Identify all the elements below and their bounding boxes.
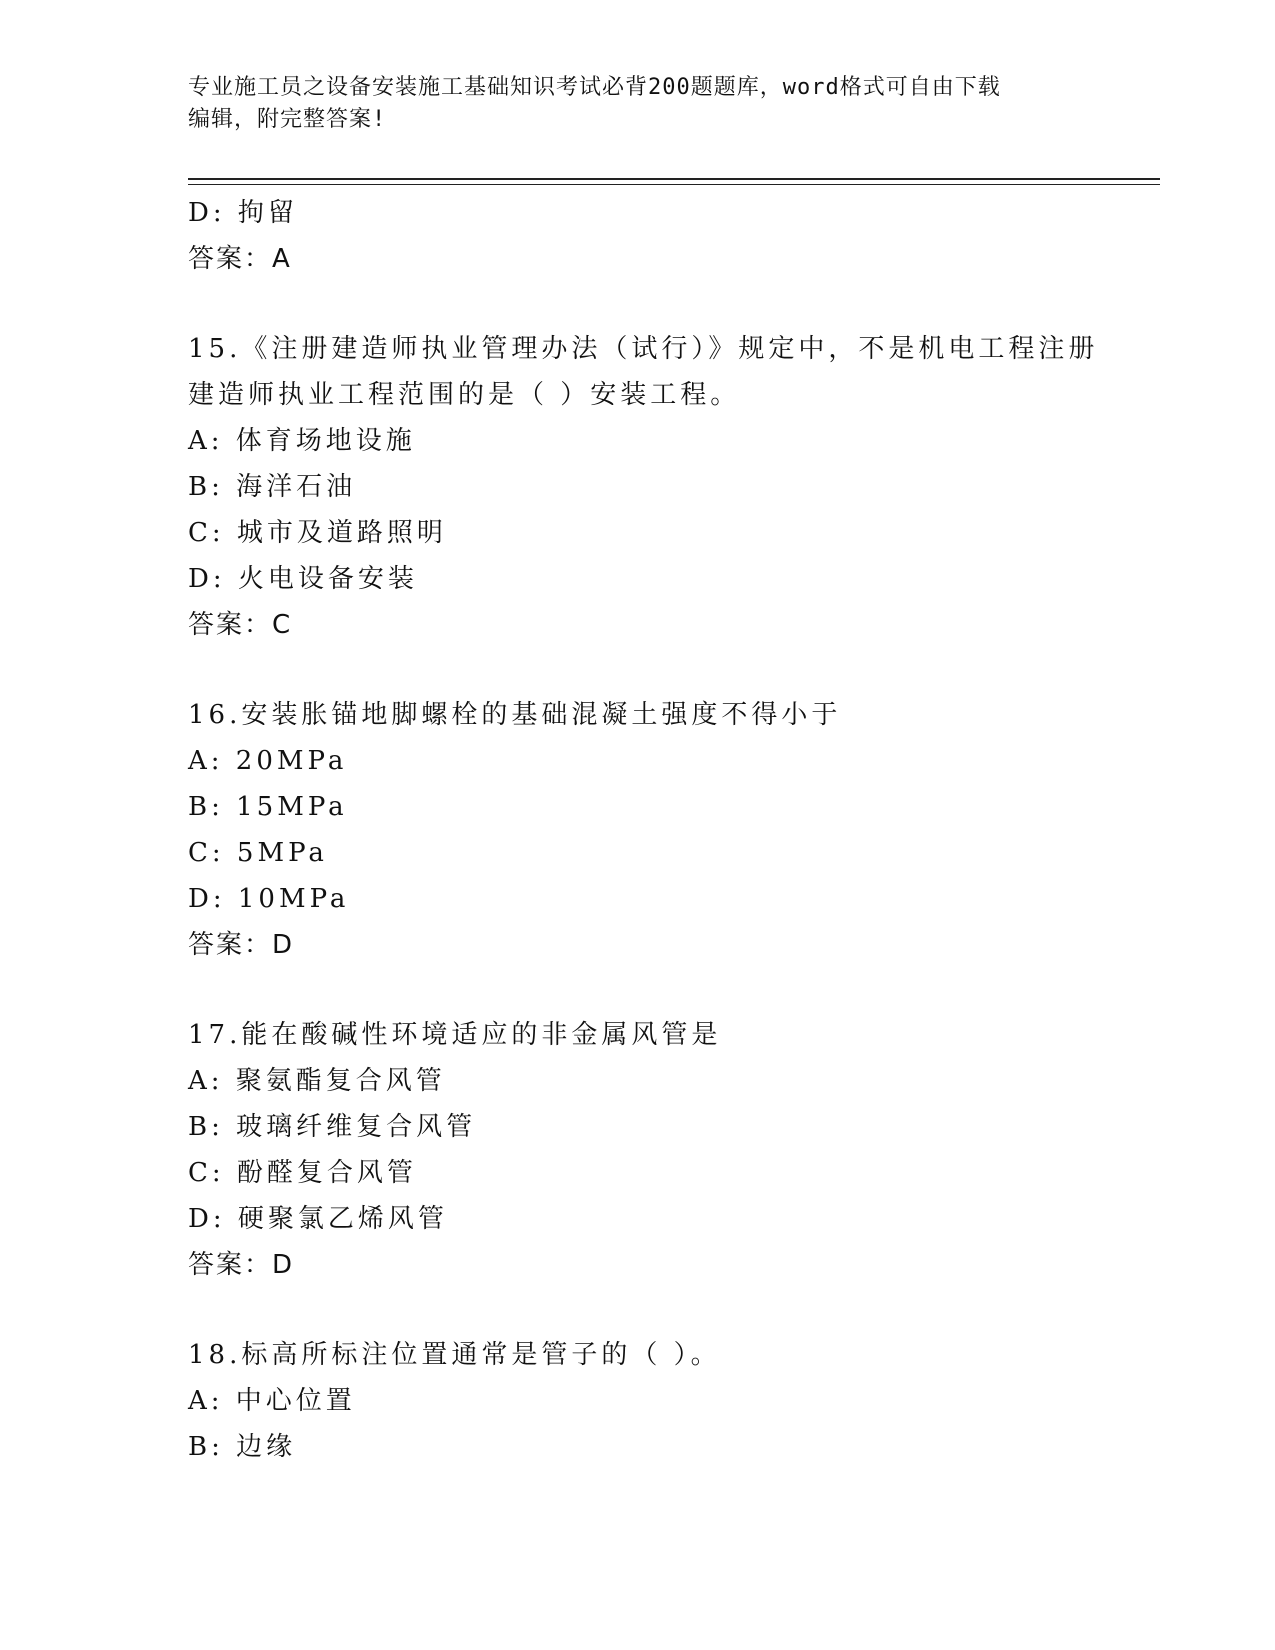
question-16 xyxy=(188,692,1148,968)
option-a: A: 体育场地设施 xyxy=(188,426,416,456)
header-rule-thin xyxy=(188,184,1160,185)
option-d: D: 火电设备安装 xyxy=(188,564,418,594)
header-line-1: 专业施工员之设备安装施工基础知识考试必背200题题库，word格式可自由下载 xyxy=(188,75,1001,100)
question-15 xyxy=(188,326,1148,648)
answer: 答案：D xyxy=(188,930,295,960)
option-a: A: 中心位置 xyxy=(188,1386,356,1416)
option-a: A: 20MPa xyxy=(188,746,348,776)
answer: 答案：D xyxy=(188,1250,295,1280)
question-list xyxy=(188,190,1148,1470)
question-18 xyxy=(188,1332,1148,1470)
question-text: 17.能在酸碱性环境适应的非金属风管是 xyxy=(188,1020,722,1050)
page-header xyxy=(188,72,1088,136)
option-d: D: 硬聚氯乙烯风管 xyxy=(188,1204,448,1234)
option-c: C: 5MPa xyxy=(188,838,328,868)
option-b: B: 边缘 xyxy=(188,1432,297,1462)
option-c: C: 酚醛复合风管 xyxy=(188,1158,417,1188)
option-b: B: 15MPa xyxy=(188,792,348,822)
question-14-tail xyxy=(188,190,1148,282)
header-rule xyxy=(188,178,1160,180)
header-line-2: 编辑，附完整答案! xyxy=(188,107,387,132)
option-a: A: 聚氨酯复合风管 xyxy=(188,1066,446,1096)
question-text-cont: 建造师执业工程范围的是（ ）安装工程。 xyxy=(188,380,741,410)
option-d: D: 拘留 xyxy=(188,198,298,228)
answer: 答案：A xyxy=(188,244,292,274)
option-b: B: 玻璃纤维复合风管 xyxy=(188,1112,477,1142)
option-b: B: 海洋石油 xyxy=(188,472,357,502)
option-d: D: 10MPa xyxy=(188,884,350,914)
option-c: C: 城市及道路照明 xyxy=(188,518,447,548)
question-17 xyxy=(188,1012,1148,1288)
question-text: 16.安装胀锚地脚螺栓的基础混凝土强度不得小于 xyxy=(188,700,842,730)
answer: 答案：C xyxy=(188,610,293,640)
question-text: 15.《注册建造师执业管理办法（试行）》规定中，不是机电工程注册 xyxy=(188,334,1099,364)
question-text: 18.标高所标注位置通常是管子的（ ）。 xyxy=(188,1340,721,1370)
